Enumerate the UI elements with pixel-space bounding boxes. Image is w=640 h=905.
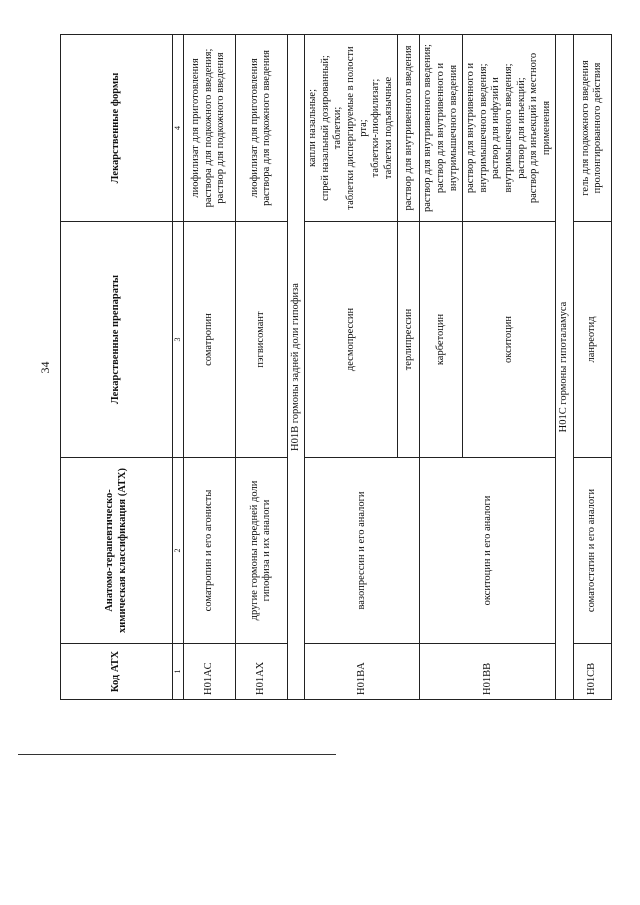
column-number: 3 — [173, 222, 184, 458]
table-row — [235, 35, 287, 700]
page-number: 34 — [38, 361, 52, 374]
drug-name: десмопрессин — [305, 222, 398, 458]
section-row — [556, 35, 574, 700]
table-row — [573, 35, 611, 700]
form-item: лиофилизат для приготовления раствора для подкожного введения — [248, 50, 273, 206]
column-number: 4 — [173, 35, 184, 222]
header-code: Код АТХ — [61, 644, 173, 700]
atc-code: H01BA — [305, 644, 420, 700]
section-title: H01B гормоны задней доли гипофиза — [287, 35, 305, 700]
atc-classification: другие гормоны передней доли гипофиза и их аналоги — [235, 458, 287, 644]
section-row — [287, 35, 305, 700]
dosage-forms — [420, 35, 463, 222]
form-item: раствор для инъекций и местного применения — [528, 52, 552, 204]
form-item: раствор для инъекций; — [515, 77, 527, 179]
atc-code: H01CB — [573, 644, 611, 700]
form-item: капли назальные; — [307, 88, 319, 168]
form-item: таблетки-лиофилизат; — [370, 78, 382, 178]
dosage-forms — [305, 35, 398, 222]
form-item: таблетки диспергируемые в полости рта; — [344, 46, 369, 210]
form-item: лиофилизат для приготовления раствора для подкожного введения; — [190, 48, 214, 208]
column-number: 2 — [173, 458, 184, 644]
form-item: раствор для внутривенного введения; — [422, 44, 434, 212]
form-item: раствор для внутривенного и внутримышечного введения — [434, 62, 459, 194]
drug-name: ланреотид — [573, 222, 611, 458]
header-drugs: Лекарственные препараты — [61, 222, 173, 458]
drug-name: соматропин — [183, 222, 235, 458]
form-item: гель для подкожного введения пролонгированного действия — [579, 60, 604, 196]
form-item: раствор для инфузий и внутримышечного введения; — [490, 63, 514, 193]
dosage-forms — [235, 35, 287, 222]
form-item: таблетки подъязычные — [382, 76, 394, 180]
dosage-forms — [183, 35, 235, 222]
footnote-separator — [18, 754, 336, 755]
column-number: 1 — [173, 644, 184, 700]
atc-classification: соматропин и его агонисты — [183, 458, 235, 644]
section-title: H01C гормоны гипоталамуса — [556, 35, 574, 700]
drug-name: терлипрессин — [398, 222, 420, 458]
atc-classification: окситоцин и его аналоги — [420, 458, 556, 644]
header-forms: Лекарственные формы — [61, 35, 173, 222]
drug-name: окситоцин — [463, 222, 556, 458]
dosage-forms — [398, 35, 420, 222]
table-row — [420, 35, 463, 700]
atc-code: H01AC — [183, 644, 235, 700]
rotated-page-content — [38, 35, 604, 700]
atc-classification: соматостатин и его аналоги — [573, 458, 611, 644]
form-item: раствор для внутривенного и внутримышечного введения; — [465, 62, 489, 194]
header-classification: Анатомо-терапевтическо-химическая классификация (АТХ) — [61, 458, 173, 644]
drug-name: карбетоцин — [420, 222, 463, 458]
atc-classification: вазопрессин и его аналоги — [305, 458, 420, 644]
dosage-forms — [573, 35, 611, 222]
atc-code: H01AX — [235, 644, 287, 700]
dosage-forms — [463, 35, 556, 222]
form-item: раствор для подкожного введения — [215, 52, 227, 204]
form-item: спрей назальный дозированный; — [319, 55, 331, 201]
form-item: раствор для внутривенного введения — [402, 45, 414, 211]
drug-name: пэгвисомант — [235, 222, 287, 458]
table-row — [305, 35, 398, 700]
atc-code: H01BB — [420, 644, 556, 700]
table-row — [183, 35, 235, 700]
form-item: таблетки; — [332, 106, 344, 150]
atc-table — [60, 34, 612, 700]
